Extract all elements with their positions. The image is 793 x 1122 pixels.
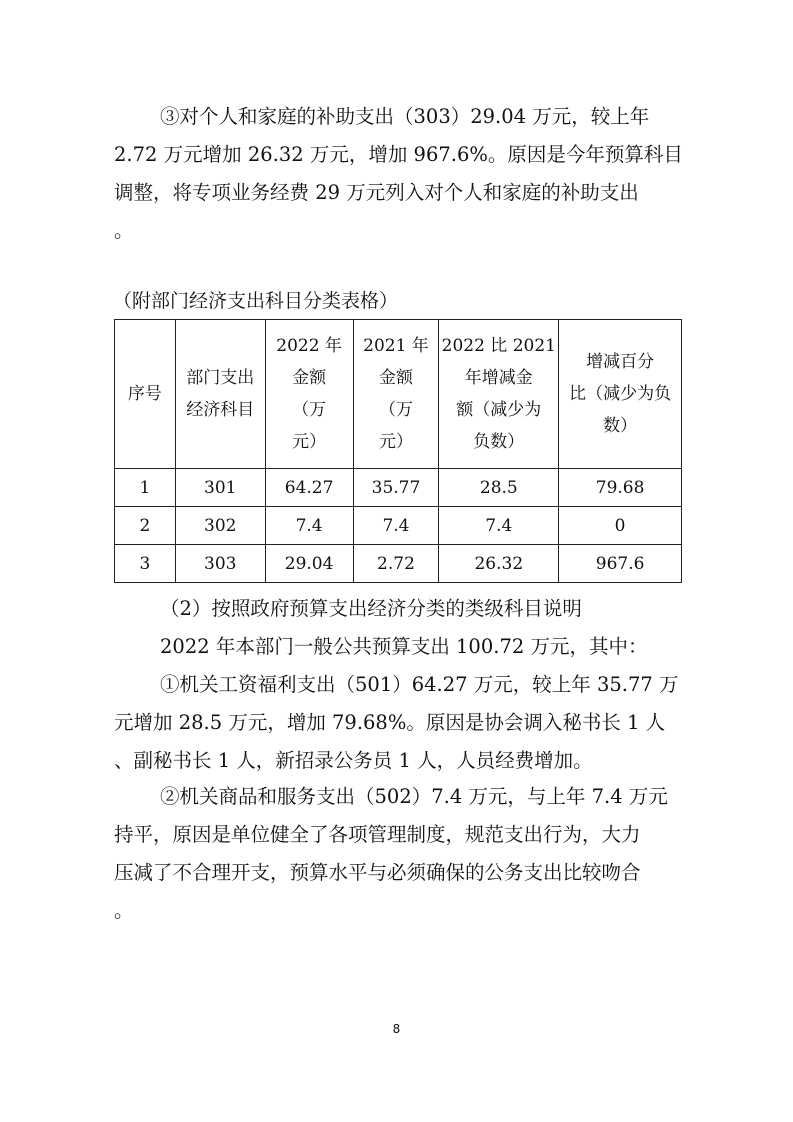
table-cell: 28.5 xyxy=(439,469,559,507)
header-text: 年增减金 xyxy=(464,368,533,388)
table-cell: 1 xyxy=(115,469,176,507)
table-cell: 302 xyxy=(175,507,265,545)
table-header-row xyxy=(115,320,682,469)
table-cell: 35.77 xyxy=(353,469,439,507)
section-heading: （2）按照政府预算支出经济分类的类级科目说明 xyxy=(160,597,582,620)
table-cell: 79.68 xyxy=(559,469,682,507)
table-caption: （附部门经济支出科目分类表格） xyxy=(113,290,399,312)
table-row xyxy=(115,469,682,507)
header-cell-2021 xyxy=(353,320,439,469)
header-cell-subject xyxy=(175,320,265,469)
header-cell-percent xyxy=(559,320,682,469)
text-line: 。 xyxy=(114,899,134,922)
page-number: 8 xyxy=(392,1022,401,1036)
header-text: 2021 年 xyxy=(363,336,429,356)
header-text: 元） xyxy=(292,432,327,452)
header-text: 数） xyxy=(603,416,638,436)
header-text: 序号 xyxy=(127,384,162,404)
header-text: 金额 xyxy=(378,368,413,388)
table-cell: 7.4 xyxy=(353,507,439,545)
table-cell: 0 xyxy=(559,507,682,545)
text-line: 2.72 万元增加 26.32 万元，增加 967.6%。原因是今年预算科目 xyxy=(114,143,683,166)
paragraph-501 xyxy=(0,666,793,780)
expenditure-table xyxy=(114,319,682,583)
text-line: 持平，原因是单位健全了各项管理制度，规范支出行为，大力 xyxy=(114,823,641,846)
table-cell: 64.27 xyxy=(265,469,353,507)
table-row xyxy=(115,507,682,545)
header-cell-change xyxy=(439,320,559,469)
text-line: 。 xyxy=(114,219,134,242)
table-cell: 2 xyxy=(115,507,176,545)
header-text: 比（减少为负 xyxy=(569,384,672,404)
table-row xyxy=(115,545,682,583)
summary-line: 2022 年本部门一般公共预算支出 100.72 万元，其中： xyxy=(160,635,648,658)
header-text: 金额 xyxy=(292,368,327,388)
header-text: 元） xyxy=(378,432,413,452)
text-line: ③对个人和家庭的补助支出（303）29.04 万元，较上年 xyxy=(160,105,650,128)
paragraph-303 xyxy=(0,98,793,250)
table-cell: 303 xyxy=(175,545,265,583)
table-cell: 26.32 xyxy=(439,545,559,583)
table-cell: 3 xyxy=(115,545,176,583)
header-text: 额（减少为 xyxy=(456,400,542,420)
text-line: 压减了不合理开支，预算水平与必须确保的公务支出比较吻合 xyxy=(114,861,641,884)
header-text: （万 xyxy=(378,400,413,420)
text-line: ①机关工资福利支出（501）64.27 万元，较上年 35.77 万 xyxy=(160,673,679,696)
header-cell-index xyxy=(115,320,176,469)
text-line: 调整，将专项业务经费 29 万元列入对个人和家庭的补助支出 xyxy=(114,181,639,204)
text-line: 、副秘书长 1 人，新招录公务员 1 人，人员经费增加。 xyxy=(114,749,593,772)
header-text: 负数） xyxy=(473,432,525,452)
text-line: ②机关商品和服务支出（502）7.4 万元，与上年 7.4 万元 xyxy=(160,785,668,808)
table-cell: 301 xyxy=(175,469,265,507)
section-block xyxy=(0,590,793,666)
text-line: 元增加 28.5 万元，增加 79.68%。原因是协会调入秘书长 1 人 xyxy=(114,711,666,734)
header-cell-2022 xyxy=(265,320,353,469)
table-cell: 2.72 xyxy=(353,545,439,583)
paragraph-502 xyxy=(0,778,793,930)
header-text: 2022 比 2021 xyxy=(441,336,556,356)
table-cell: 7.4 xyxy=(265,507,353,545)
header-text: 增减百分 xyxy=(586,352,655,372)
table-cell: 7.4 xyxy=(439,507,559,545)
header-text: （万 xyxy=(292,400,327,420)
header-text: 经济科目 xyxy=(186,400,255,420)
header-text: 2022 年 xyxy=(276,336,342,356)
table-cell: 967.6 xyxy=(559,545,682,583)
table-cell: 29.04 xyxy=(265,545,353,583)
header-text: 部门支出 xyxy=(186,368,255,388)
